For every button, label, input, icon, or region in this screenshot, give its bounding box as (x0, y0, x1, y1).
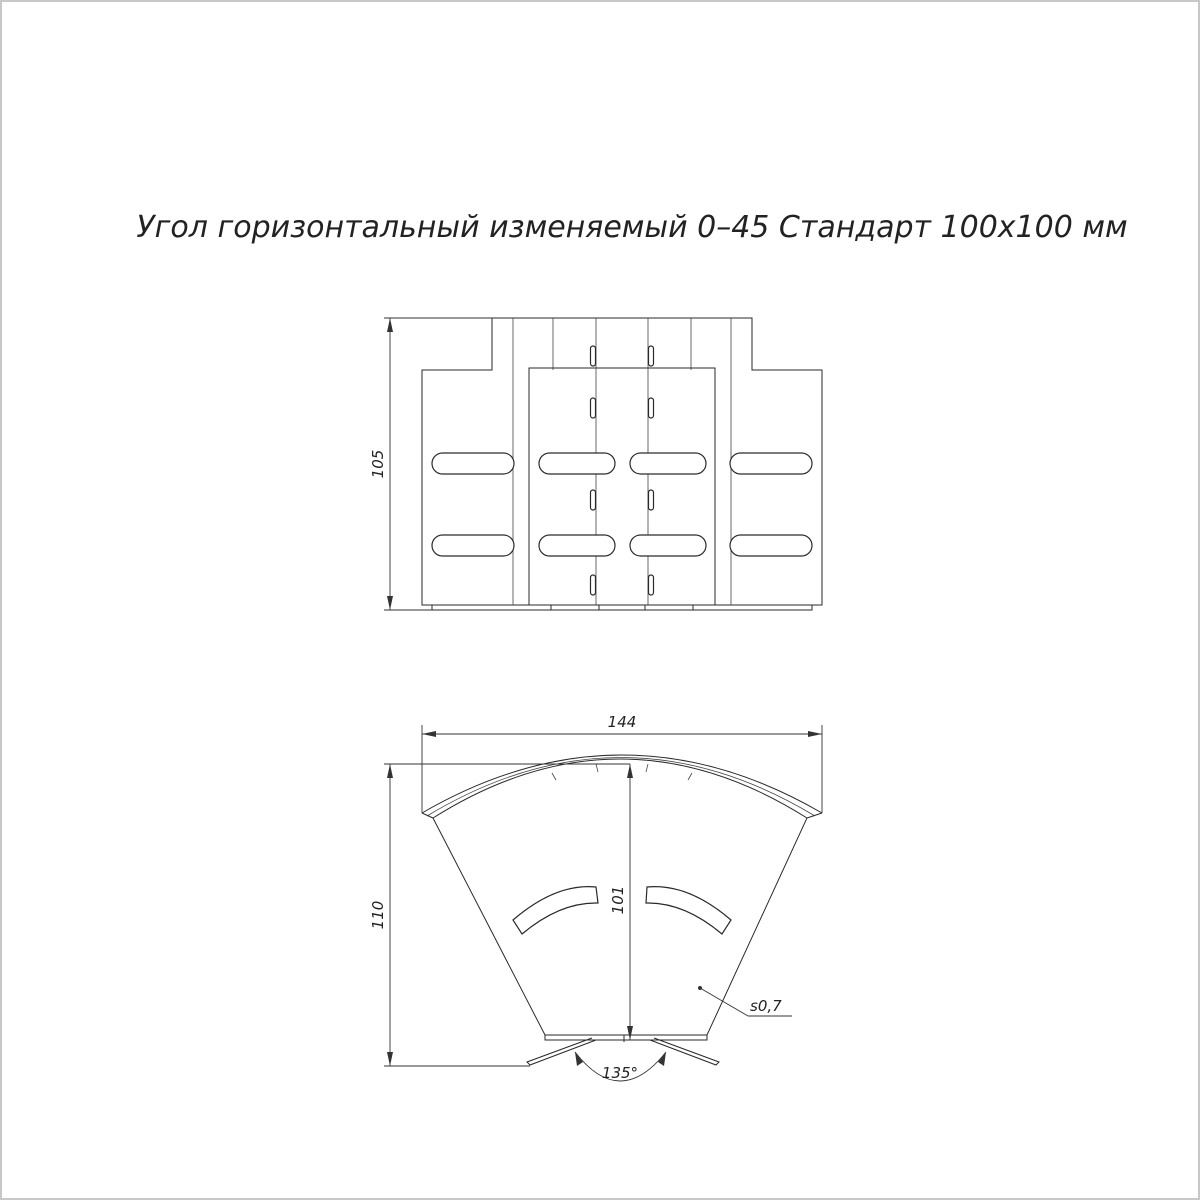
dim-front-height: 105 (369, 449, 387, 479)
horizontal-slot (432, 535, 514, 556)
dim-thickness: s0,7 (750, 997, 782, 1015)
horizontal-slot (539, 535, 615, 556)
dim-angle: 135° (601, 1064, 639, 1082)
bottom-flange (545, 1035, 707, 1040)
seam-slot (649, 346, 654, 366)
seam-slot (591, 490, 596, 510)
horizontal-slot (630, 535, 706, 556)
horizontal-slot (730, 453, 812, 474)
sheet-border (1, 1, 1199, 1199)
seam-slot (649, 398, 654, 418)
dim-top-width: 144 (607, 713, 637, 731)
horizontal-slot (539, 453, 615, 474)
seam-slot (591, 575, 596, 595)
front-view (369, 318, 822, 610)
horizontal-slot (432, 453, 514, 474)
seam-slot (649, 575, 654, 595)
curved-slot-left (513, 887, 598, 934)
base-tab (551, 605, 599, 610)
seam-slot (591, 346, 596, 366)
base-tab (645, 605, 693, 610)
horizontal-slot (730, 535, 812, 556)
front-plate-outline (529, 368, 715, 605)
horizontal-slot (630, 453, 706, 474)
seam-slot (649, 490, 654, 510)
drawing-title: Угол горизонтальный изменяемый 0–45 Стандарт 100х100 мм (136, 210, 1128, 245)
base-flange (432, 605, 812, 610)
dim-top-height: 110 (369, 900, 387, 930)
seam-slot (591, 398, 596, 418)
curved-slot-right (646, 887, 731, 934)
top-view (369, 713, 822, 1082)
dim-inner-height: 101 (609, 885, 627, 915)
